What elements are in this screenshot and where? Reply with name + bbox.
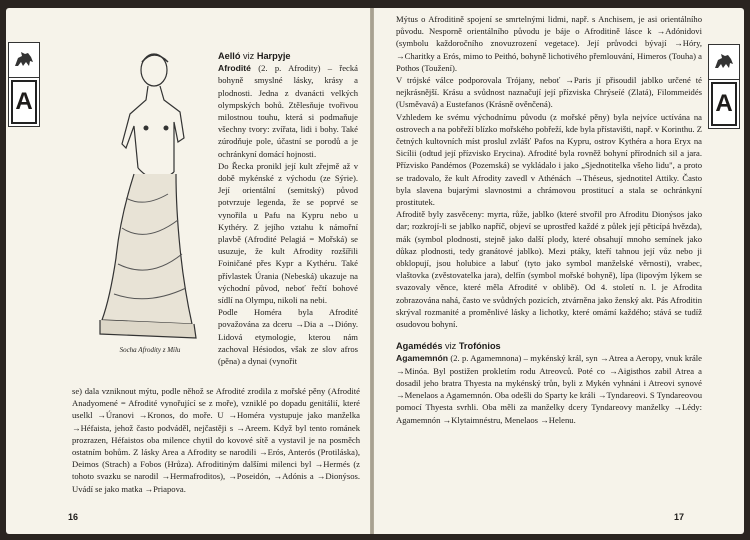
statue-illustration bbox=[80, 48, 208, 348]
afrodite-paragraph-5: Mýtus o Afroditině spojení se smrtelnými lidmi, např. s Anchisem, je asi orientálního původu. Nesporně orientálního původu je báje o Afroditině lásce k →Adónidovi (symbolu každoročního znovuzrození vegetace). Její průvodci bývají →Hóry, →Charitky a Erós, mimo to Peithó, bohyně lichotivého přemlouvání, Himeros (Touha) a Pothos (Toužení). bbox=[396, 14, 702, 73]
entries-column-right bbox=[396, 13, 702, 426]
paragraph-text: (2. p. Afrodity) – řecká bohyně smyslné lásky, krásy a plodnosti. Jedna z dvanácti velkých olympských bohů. Ztělesňuje tvořivou milostnou touhu, která si podmaňuje všechny tvory: zvířata, lidi i bohy. Také zúrodňuje pole, účastní se porodů a je ochránkyní domácí hojnosti. bbox=[218, 63, 358, 159]
letter-tab-left bbox=[8, 42, 40, 127]
griffin-emblem-icon bbox=[709, 45, 739, 80]
entry-headword: Agamédés bbox=[396, 341, 443, 352]
afrodite-paragraph-4: se) dala vzniknout mýtu, podle něhož se Afrodité zrodila z mořské pěny (Afrodité Anadyomené = Afrodité vynořující se z moře), vzniklé po dopadu genitálií, které uselkl →Úranovi →Kronos, do moře. U →Homéra vystupuje jako manželka →Héfaista, jehož často podváděl, nejčastěji s →Areem. Když byl tento románek prozrazen, Héfaistos oba milence chytil do kovové sítě a vystavil je na posměch ostatním bohům. Z lásky Area a Afrodity se narodili →Erós, Anterós (Protiláska), Deimos (Strach) a Fobos (Hrůza). Afroditiným dalšími milenci byl →Hermés (z tohoto svazku se narodil →Hermafroditos), →Poseidón, →Adónis a →Dionýsos. Uvádí se jako matka →Priapova. bbox=[72, 386, 360, 494]
section-letter: A bbox=[11, 80, 37, 124]
entry-agamedes bbox=[396, 340, 702, 352]
entry-see: viz bbox=[442, 341, 459, 352]
afrodite-paragraph-1 bbox=[218, 62, 358, 160]
paragraph-text: (2. p. Agamemnona) – mykénský král, syn →Atrea a Aeropy, vnuk krále →Minóa. Byl postižen prokletím rodu Atreovců. Poté co →Aigisthos zabil Atrea a dosadil jeho bratra Thyesta na mykénský trůn, byli z Mykén vyhnáni i Atreovi synové →Menelaos a Agamemnón. Oba odešli do Sparty ke králi →Tyndareovi. S Tyndareovou pomocí Thyesta svrhli. Oba měli za manželky dcery Tyndareovy manželky →Lédy: Agamemnón →Klytaimnéstru, Menelaos →Helenu. bbox=[396, 353, 702, 425]
entry-see: viz bbox=[240, 51, 257, 61]
entry-reference: Trofónios bbox=[458, 341, 501, 352]
entry-headword: Aelló bbox=[218, 51, 241, 61]
entry-reference: Harpyje bbox=[256, 51, 291, 61]
afrodite-paragraph-2: Do Řecka pronikl její kult zřejmě až v době mykénské z východu (ze Sýrie). Její orientální (semitský) původ potvrzuje legenda, že se poprvé se vynořila u Pafu na Kypru nebo u Kythéry. Z jejího vztahu k námořní plavbě (Afrodité Pelagiá = Mořská) se usuzuje, že kult Afrodity rozšířili Foiničané přes Kypr a Kythéru. Také přívlastek Úrania (Nebeská) ukazuje na východní původ, neboť řečtí bohové sídlí na Olympu, nikoli na nebi. bbox=[218, 160, 358, 306]
entry-gap bbox=[396, 330, 702, 340]
page-number-right: 17 bbox=[673, 512, 684, 522]
afrodite-paragraph-7: Vzhledem ke svému východnímu původu (z mořské pěny) byla nejvíce uctívána na ostrovech a na pobřeží blízko mořského pobřeží, kde byla přístavišti, např. v Korinthu. Z četných kultovních míst proslul zvlášť Pafos na Kypru, ostrov Kythéra a hora Eryx na Sicílii (odtud její přízvisko Erycina). Afrodité byla rovněž bohyní přírodních sil a jara. Přízvisko Pandémos (Pozemská) se vykládalo i jako „Sjednotitelka všeho lidu", a proto se tradovalo, že kult Afrodity zavedl v Athénách →Théseus, sjednotitel Attiky. Často byla slavena bujarými slavnostmi a chrámovou prostitucí a stala se ochránkyní prostitutek. bbox=[396, 111, 702, 208]
afrodite-paragraph-3: Podle Homéra byla Afrodité považována za dceru →Dia a →Dióny. Lidová etymologie, kterou nám zachoval Hésiodos, však ze slov afros (pěna) a dynai (vynořit bbox=[218, 307, 358, 367]
right-page bbox=[374, 8, 744, 534]
entries-column-narrow bbox=[218, 50, 358, 367]
agamemnon-paragraph bbox=[396, 352, 702, 425]
afrodite-paragraph-8: Afroditě byly zasvěceny: myrta, růže, jablko (které stvořil pro Afroditu Dionýsos jako dar; rozkrojí-li se jablko napříč, objeví se uprostřed každé z půlek její pěticípá hvězda), mák (symbol plodnosti, stejně jako další plody, které obsahují mnoho semínek jako důkaz plodnosti, tedy granátové jablko). Mezi ptáky, kteří tahnou její vůz nebo ji obklopují, jsou holubice a labuť (tyto jako symbol manželské věrnosti), vrabec, vlaštovka (zvěstovatelka jara), delfín (symbol mořské bohyně), lípa (lipovým lýkem se svazovaly věnce, které měla Afrodité v oblibě). Od 4. století n. l. je Afrodita zobrazována nahá, často ve svůdných pozicích, ztvárněna jako ženský akt. Pás Afroditin skrýval rozmanité a proměnlivé lásky a lichotky, které omámí každého; stává se tudíž osudovou bohyní. bbox=[396, 209, 702, 330]
afrodite-paragraph-6: V trójské válce podporovala Trójany, neboť →Paris jí přisoudil jablko určené té nejkrásnější. Krásu a svůdnost naznačují její přízviska Chrýseíé (Zlatá), Filommeidés (Usměvavá) a Eustefanos (Krásně ověnčená). bbox=[396, 75, 702, 110]
entry-headword: Agamemnón bbox=[396, 353, 449, 364]
griffin-emblem-icon bbox=[9, 43, 39, 78]
entry-headword: Afrodité bbox=[218, 63, 251, 74]
illustration-caption: Socha Afrodity z Mílu bbox=[119, 346, 181, 354]
section-letter: A bbox=[711, 82, 737, 126]
letter-tab-right bbox=[708, 44, 740, 129]
left-page bbox=[6, 8, 370, 534]
entries-column-wide bbox=[72, 385, 360, 495]
entry-aello bbox=[218, 50, 358, 62]
page-number-left: 16 bbox=[68, 512, 79, 522]
